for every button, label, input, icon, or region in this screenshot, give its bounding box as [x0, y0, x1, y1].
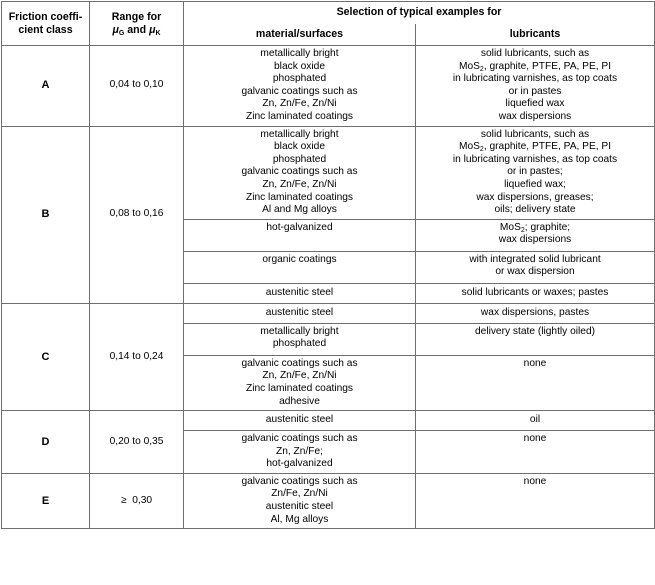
mu-g-symbol: μ: [112, 23, 119, 36]
materials-cell: [184, 473, 416, 528]
lubricants-cell: [416, 323, 655, 355]
cell-line: oils; delivery state: [494, 204, 576, 216]
cell-line: austenitic steel: [265, 414, 334, 426]
cell-line: Zn, Zn/Fe, Zn/Ni: [262, 370, 337, 382]
table-row: [2, 303, 655, 323]
mu-k-symbol: μ: [149, 23, 156, 36]
cell-line: or in pastes: [508, 85, 562, 97]
cell-line: none: [523, 357, 547, 369]
cell-line: metallically bright: [260, 325, 339, 337]
lubricants-cell: [416, 283, 655, 303]
cell-line: liquefied wax: [505, 98, 565, 110]
cell-line: Zinc laminated coatings: [245, 191, 354, 203]
range-cell: 0,08 to 0,16: [90, 126, 184, 303]
cell-line: none: [523, 433, 547, 445]
cell-line: solid lubricants, such as: [480, 48, 590, 59]
cell-line: austenitic steel: [265, 306, 334, 318]
cell-line: wax dispersions: [498, 234, 572, 246]
table-row: [2, 473, 655, 528]
friction-class-cell: A: [2, 46, 90, 127]
materials-cell: [184, 431, 416, 474]
cell-line: MoS$_2$; graphite;: [499, 221, 571, 234]
cell-line: austenitic steel: [265, 501, 334, 513]
cell-line: hot-galvanized: [266, 221, 333, 233]
materials-cell: [184, 355, 416, 410]
friction-class-table: [1, 1, 655, 529]
cell-line: in lubricating varnishes, as top coats: [452, 153, 618, 165]
cell-line: Al and Mg alloys: [262, 204, 337, 216]
friction-class-cell: D: [2, 411, 90, 474]
cell-line: in lubricating varnishes, as top coats: [452, 73, 618, 85]
lubricants-cell: [416, 355, 655, 410]
cell-line: Al, Mg alloys: [270, 513, 329, 525]
lubricants-cell: [416, 219, 655, 251]
materials-cell: [184, 219, 416, 251]
cell-line: phosphated: [272, 73, 327, 85]
cell-line: Zn, Zn/Fe, Zn/Ni: [262, 98, 337, 110]
range-cell: 0,14 to 0,24: [90, 303, 184, 410]
cell-line: oil: [529, 414, 541, 426]
lubricants-cell: [416, 303, 655, 323]
friction-class-cell: B: [2, 126, 90, 303]
cell-line: metallically bright: [260, 48, 339, 59]
range-cell: ≥ 0,30: [90, 473, 184, 528]
cell-line: Zn/Fe, Zn/Ni: [271, 488, 328, 500]
cell-line: galvanic coatings such as: [241, 85, 358, 97]
table-row: [2, 126, 655, 219]
lubricants-cell: [416, 251, 655, 283]
cell-line: MoS$_2$, graphite, PTFE, PA, PE, PI: [458, 141, 612, 154]
lubricants-cell: [416, 411, 655, 431]
materials-cell: [184, 303, 416, 323]
cell-line: with integrated solid lubricant: [469, 253, 601, 265]
cell-line: metallically bright: [260, 128, 339, 140]
cell-line: or in pastes;: [507, 166, 563, 178]
cell-line: solid lubricants, such as: [480, 128, 590, 140]
materials-cell: [184, 126, 416, 219]
cell-line: phosphated: [272, 153, 327, 165]
friction-class-cell: C: [2, 303, 90, 410]
materials-cell: [184, 251, 416, 283]
cell-line: wax dispersions, pastes: [480, 306, 590, 318]
cell-line: adhesive: [279, 395, 320, 407]
cell-line: galvanic coatings such as: [241, 433, 358, 445]
cell-line: black oxide: [274, 141, 325, 153]
friction-class-cell: E: [2, 473, 90, 528]
range-cell: 0,20 to 0,35: [90, 411, 184, 474]
cell-line: austenitic steel: [265, 286, 334, 298]
cell-line: or wax dispersion: [495, 266, 575, 278]
header-range: Range for $\mu_G$ and $\mu_K$: [90, 2, 184, 46]
table-row: [2, 46, 655, 127]
cell-line: galvanic coatings such as: [241, 357, 358, 369]
materials-cell: [184, 411, 416, 431]
cell-line: galvanic coatings such as: [241, 166, 358, 178]
lubricants-cell: [416, 473, 655, 528]
cell-line: delivery state (lightly oiled): [474, 325, 596, 337]
cell-line: none: [523, 475, 547, 487]
lubricants-cell: [416, 431, 655, 474]
cell-line: phosphated: [272, 338, 327, 350]
cell-line: liquefied wax;: [504, 178, 566, 190]
cell-line: Zn, Zn/Fe, Zn/Ni: [262, 178, 337, 190]
cell-line: hot-galvanized: [266, 458, 333, 470]
header-friction-class: Friction coeffi- cient class: [2, 2, 90, 46]
cell-line: solid lubricants or waxes; pastes: [461, 286, 609, 298]
cell-line: organic coatings: [262, 253, 337, 265]
materials-cell: [184, 46, 416, 127]
cell-line: MoS$_2$, graphite, PTFE, PA, PE, PI: [458, 60, 612, 73]
cell-line: Zinc laminated coatings: [245, 382, 354, 394]
materials-cell: [184, 323, 416, 355]
cell-line: wax dispersions: [498, 110, 572, 122]
cell-line: wax dispersions, greases;: [476, 191, 594, 203]
cell-line: black oxide: [274, 60, 325, 72]
lubricants-cell: [416, 46, 655, 127]
materials-cell: [184, 283, 416, 303]
lubricants-cell: [416, 126, 655, 219]
cell-line: galvanic coatings such as: [241, 475, 358, 487]
table-body: [2, 46, 655, 529]
header-lubricants: lubricants: [416, 24, 655, 46]
header-materials: material/surfaces: [184, 24, 416, 46]
range-cell: 0,04 to 0,10: [90, 46, 184, 127]
table-row: [2, 411, 655, 431]
header-selection: Selection of typical examples for: [184, 2, 655, 24]
cell-line: Zinc laminated coatings: [245, 110, 354, 122]
cell-line: Zn, Zn/Fe;: [276, 445, 323, 457]
